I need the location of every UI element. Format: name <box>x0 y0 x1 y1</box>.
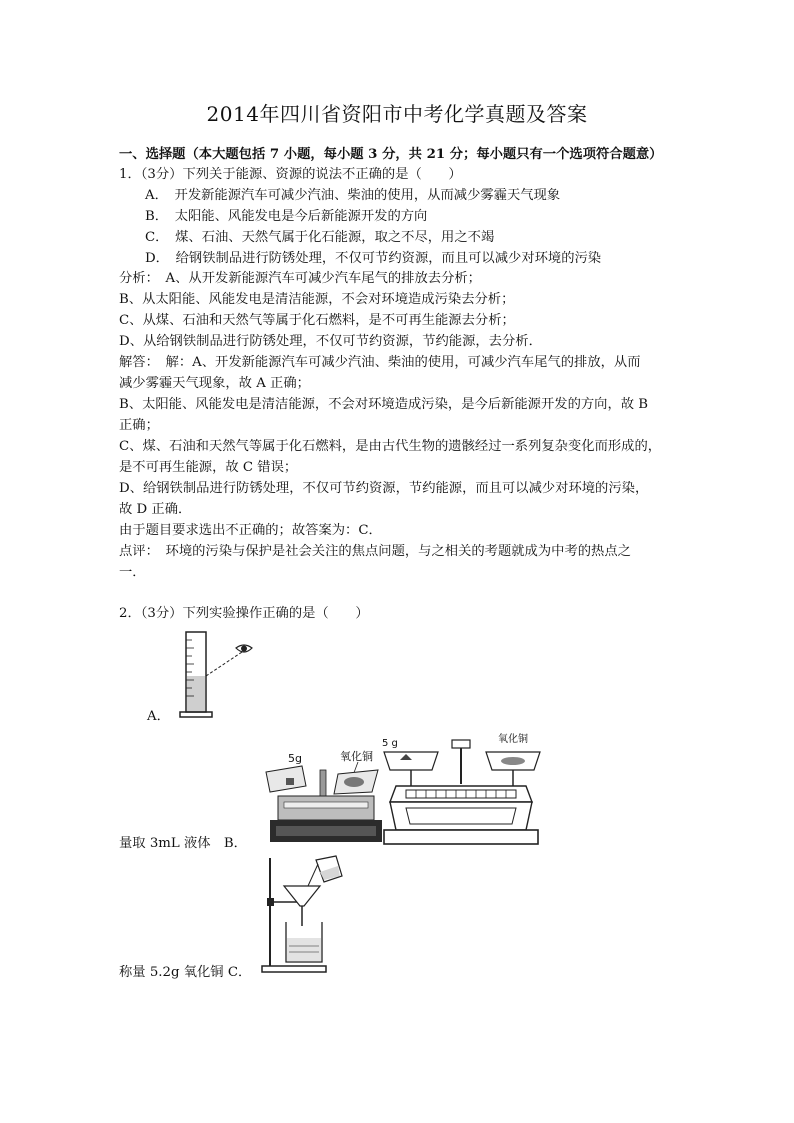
q1-answer-line: D、给钢铁制品进行防锈处理，不仅可节约资源，节约能源，而且可以减少对环境的污染， <box>119 481 649 496</box>
q1-answer-line: 正确； <box>119 418 159 433</box>
q1-analysis-line: 分析： A、从开发新能源汽车可减少汽车尾气的排放去分析； <box>119 271 481 286</box>
substance-label-large: 氧化铜 <box>498 734 528 745</box>
q2-caption-b: 称量 5.2g 氧化铜 C． <box>119 965 252 980</box>
q1-stem: 1．（3分）下列关于能源、资源的说法不正确的是（ ） <box>119 167 462 182</box>
q2-stem: 2．（3分）下列实验操作正确的是（ ） <box>119 606 369 621</box>
balance-small-figure <box>262 748 384 848</box>
q1-answer-line: B、太阳能、风能发电是清洁能源，不会对环境造成污染，是今后新能源开发的方向，故 B <box>119 397 649 412</box>
q1-option-d: D． 给钢铁制品进行防锈处理，不仅可节约资源，而且可以减少对环境的污染 <box>145 251 602 266</box>
weight-label-large: 5 g <box>382 738 398 749</box>
filtration-figure <box>258 852 348 976</box>
q1-answer-line: 解答： 解：A、开发新能源汽车可减少汽油、柴油的使用，可减少汽车尾气的排放，从而 <box>119 355 641 370</box>
q1-answer-line: 故 D 正确． <box>119 502 192 517</box>
q2-option-a-label: A． <box>147 709 170 724</box>
weight-label-small: 5g <box>288 752 302 765</box>
substance-label-small: 氧化铜 <box>340 750 373 763</box>
page-title: 2014年四川省资阳市中考化学真题及答案 <box>206 102 588 126</box>
q1-comment-line: 点评： 环境的污染与保护是社会关注的焦点问题，与之相关的考题就成为中考的热点之 <box>119 544 631 559</box>
graduated-cylinder-figure <box>176 628 260 720</box>
q1-analysis-line: C、从煤、石油和天然气等属于化石燃料，是不可再生能源去分析； <box>119 313 515 328</box>
balance-large-figure <box>376 730 546 848</box>
q2-caption-a: 量取 3mL 液体 B． <box>119 836 247 851</box>
q1-answer-line: C、煤、石油和天然气等属于化石燃料，是由古代生物的遗骸经过一系列复杂变化而形成的， <box>119 439 662 454</box>
q1-answer-line: 是不可再生能源，故 C 错误； <box>119 460 298 475</box>
q1-analysis-line: D、从给钢铁制品进行防锈处理，不仅可节约资源，节约能源，去分析． <box>119 334 542 349</box>
q1-answer-line: 由于题目要求选出不正确的；故答案为：C． <box>119 523 382 538</box>
q1-analysis-line: B、从太阳能、风能发电是清洁能源，不会对环境造成污染去分析； <box>119 292 515 307</box>
q1-option-c: C． 煤、石油、天然气属于化石能源，取之不尽，用之不竭 <box>145 230 495 245</box>
q1-option-b: B． 太阳能、风能发电是今后新能源开发的方向 <box>145 209 428 224</box>
q1-option-a: A． 开发新能源汽车可减少汽油、柴油的使用，从而减少雾霾天气现象 <box>145 188 561 203</box>
q1-comment-line: 一． <box>119 565 146 580</box>
section-heading: 一、选择题（本大题包括 7 小题，每小题 3 分，共 21 分；每小题只有一个选项符合题意） <box>119 147 663 162</box>
q1-answer-line: 减少雾霾天气现象，故 A 正确； <box>119 376 310 391</box>
